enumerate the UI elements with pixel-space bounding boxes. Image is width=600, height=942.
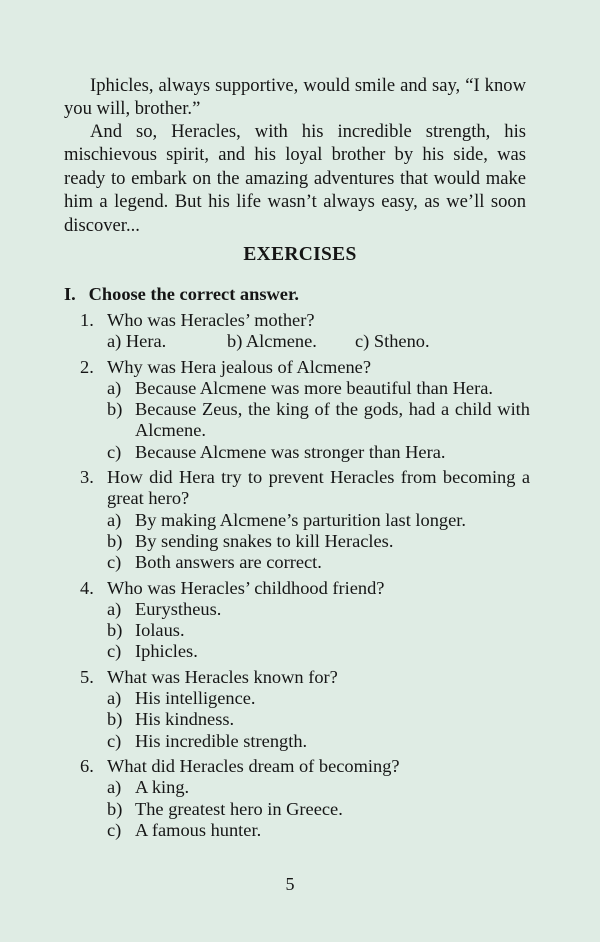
question-item xyxy=(80,667,530,752)
question-number: 1. xyxy=(80,310,94,330)
option-text: His incredible strength. xyxy=(135,730,308,751)
question-item xyxy=(80,756,530,841)
option-text: His intelligence. xyxy=(135,688,256,709)
exercises-heading: EXERCISES xyxy=(243,244,357,265)
option-label: c) xyxy=(107,441,122,462)
question-list xyxy=(80,310,530,841)
page-number: 5 xyxy=(285,874,295,894)
answer-options xyxy=(107,777,530,841)
answer-option xyxy=(107,531,530,552)
answer-option xyxy=(107,799,530,820)
question-text: Who was Heracles’ mother? xyxy=(107,310,315,330)
answer-option: a) Hera. xyxy=(107,331,167,352)
question-item xyxy=(80,578,530,663)
question-text: What was Heracles known for? xyxy=(107,666,338,687)
option-text: A famous hunter. xyxy=(135,819,262,840)
answer-option xyxy=(107,599,530,620)
option-label: a) xyxy=(107,598,122,619)
answer-options xyxy=(107,331,530,352)
option-text: His kindness. xyxy=(135,709,235,730)
answer-option xyxy=(107,399,530,442)
option-text: The greatest hero in Greece. xyxy=(135,798,343,819)
option-label: c) xyxy=(107,552,122,573)
option-text: By making Alcmene’s parturition last longer. xyxy=(135,509,466,530)
answer-options xyxy=(107,599,530,663)
question-number: 2. xyxy=(80,356,94,377)
option-label: b) xyxy=(107,399,123,420)
section-instruction: Choose the correct answer. xyxy=(88,284,300,304)
option-label: a) xyxy=(107,777,122,798)
question-number: 5. xyxy=(80,666,94,687)
option-text: Eurystheus. xyxy=(135,598,222,619)
question-text: Why was Hera jealous of Alcmene? xyxy=(107,356,372,377)
answer-option xyxy=(107,777,530,798)
answer-options xyxy=(107,378,530,463)
question-item xyxy=(80,357,530,463)
option-label: b) xyxy=(107,798,123,819)
question-number: 4. xyxy=(80,577,94,598)
option-label: b) xyxy=(107,530,123,551)
section-number: I. xyxy=(64,284,76,304)
answer-option xyxy=(107,641,530,662)
answer-options xyxy=(107,688,530,752)
option-text: Because Alcmene was stronger than Hera. xyxy=(135,441,446,462)
question-text: Who was Heracles’ childhood friend? xyxy=(107,577,385,598)
section-title xyxy=(64,284,299,305)
story-paragraph: And so, Heracles, with his incredible strength, his mischievous spirit, and his loyal brother by his side, was ready to embark on the amazing adventures that would make him a legend. But his life wasn’t always easy, as we’ll soon discover... xyxy=(64,121,526,236)
option-label: c) xyxy=(107,730,122,751)
option-label: c) xyxy=(107,819,122,840)
question-text: What did Heracles dream of becoming? xyxy=(107,755,400,776)
answer-option xyxy=(107,552,530,573)
story-paragraph: Iphicles, always supportive, would smile and say, “I know you will, brother.” xyxy=(64,75,526,120)
answer-option: b) Alcmene. xyxy=(227,331,317,352)
option-text: Because Alcmene was more beautiful than Hera. xyxy=(135,377,493,398)
option-text: Both answers are correct. xyxy=(135,552,322,573)
option-label: a) xyxy=(107,509,122,530)
answer-options xyxy=(107,510,530,574)
answer-option xyxy=(107,688,530,709)
question-item xyxy=(80,467,530,573)
question-number: 3. xyxy=(80,467,94,488)
question-number: 6. xyxy=(80,755,94,776)
option-text: Because Zeus, the king of the gods, had a child with Alcmene. xyxy=(135,399,530,441)
option-text: A king. xyxy=(135,777,190,798)
answer-option: c) Stheno. xyxy=(355,331,430,352)
option-text: Iolaus. xyxy=(135,620,185,641)
option-text: Iphicles. xyxy=(135,641,198,662)
answer-option xyxy=(107,510,530,531)
option-text: By sending snakes to kill Heracles. xyxy=(135,530,394,551)
option-label: b) xyxy=(107,709,123,730)
answer-option xyxy=(107,442,530,463)
question-item xyxy=(80,310,530,353)
option-label: b) xyxy=(107,620,123,641)
option-label: a) xyxy=(107,688,122,709)
answer-option xyxy=(107,378,530,399)
answer-option xyxy=(107,820,530,841)
question-text: How did Hera try to prevent Heracles from becoming a great hero? xyxy=(107,467,530,509)
option-label: c) xyxy=(107,641,122,662)
option-label: a) xyxy=(107,377,122,398)
answer-option xyxy=(107,620,530,641)
answer-option xyxy=(107,709,530,730)
answer-option xyxy=(107,731,530,752)
